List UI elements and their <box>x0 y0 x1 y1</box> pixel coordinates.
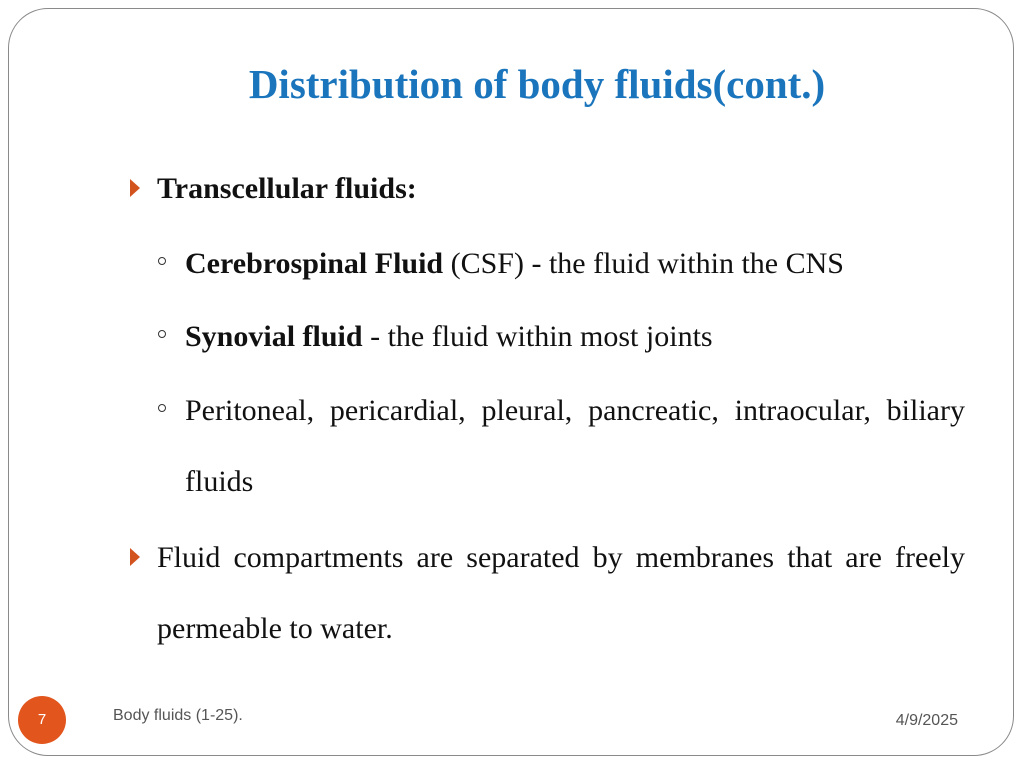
circle-bullet-icon <box>158 257 166 265</box>
slide-number-badge: 7 <box>18 696 66 744</box>
sub-bullet-bold-text: Synovial fluid <box>185 320 363 353</box>
circle-bullet-icon <box>158 330 166 338</box>
circle-bullet-icon <box>158 404 166 412</box>
footer-date: 4/9/2025 <box>895 712 958 729</box>
bullet-bold-text: Transcellular fluids: <box>157 172 417 205</box>
triangle-bullet-icon <box>130 179 140 197</box>
bullet-text: Fluid compartments are separated by membranes that are freely permeable to water. <box>157 541 965 645</box>
triangle-bullet-icon <box>130 548 140 566</box>
bullet-fluid-compartments <box>157 522 965 664</box>
sub-bullet-text: - the fluid within most joints <box>362 320 713 353</box>
sub-bullet-text: Peritoneal, pericardial, pleural, pancreatic, intraocular, biliary fluids <box>185 394 965 498</box>
slide-title: Distribution of body fluids(cont.) <box>248 61 826 107</box>
sub-bullet-csf <box>185 228 965 299</box>
sub-bullet-other-fluids <box>185 375 965 517</box>
footer-text: Body fluids (1-25). <box>113 707 243 724</box>
sub-bullet-synovial <box>185 301 965 372</box>
sub-bullet-text: (CSF) - the fluid within the CNS <box>443 247 844 280</box>
sub-bullet-bold-text: Cerebrospinal Fluid <box>185 247 444 280</box>
bullet-transcellular <box>157 153 965 224</box>
